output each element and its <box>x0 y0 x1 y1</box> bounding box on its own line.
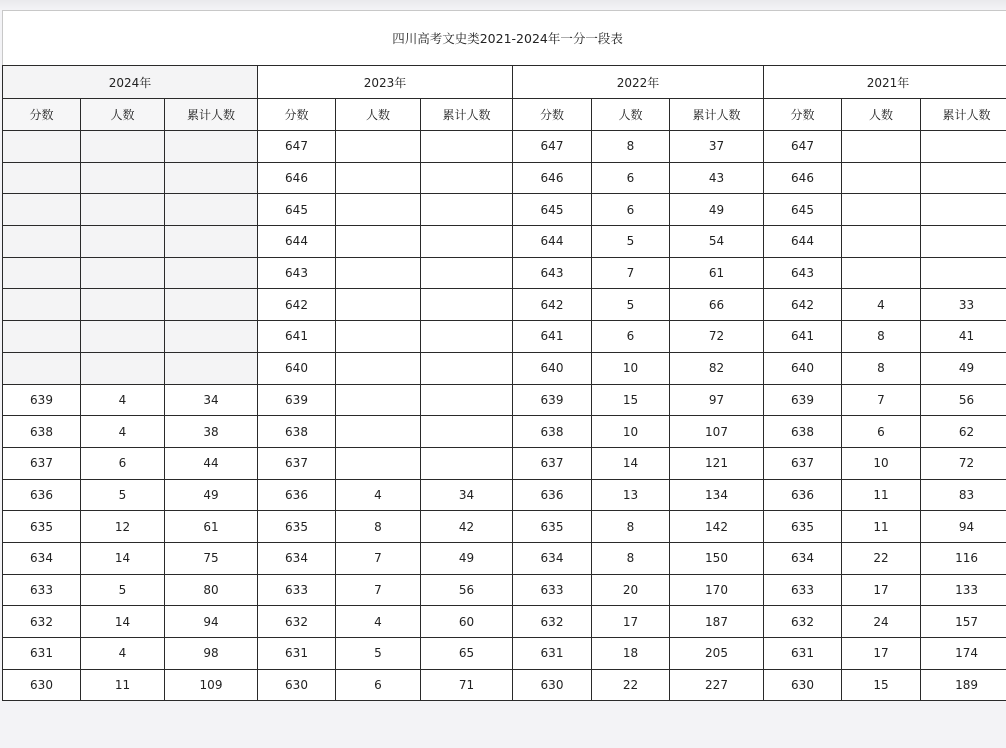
table-cell: 4 <box>842 289 921 321</box>
table-cell: 34 <box>421 479 513 511</box>
column-header: 人数 <box>336 99 421 131</box>
table-cell: 33 <box>921 289 1006 321</box>
table-cell: 633 <box>258 574 336 606</box>
table-cell <box>421 226 513 258</box>
table-cell: 633 <box>3 574 81 606</box>
table-cell <box>3 321 81 353</box>
table-cell <box>81 194 165 226</box>
table-cell: 134 <box>670 479 764 511</box>
table-cell: 638 <box>258 416 336 448</box>
table-cell: 71 <box>421 669 513 701</box>
table-cell: 632 <box>258 606 336 638</box>
table-cell <box>421 194 513 226</box>
table-cell <box>421 416 513 448</box>
table-cell: 142 <box>670 511 764 543</box>
table-cell: 636 <box>258 479 336 511</box>
table-cell: 11 <box>842 479 921 511</box>
table-cell <box>165 162 258 194</box>
table-cell: 22 <box>842 542 921 574</box>
column-header: 累计人数 <box>165 99 258 131</box>
table-cell: 5 <box>592 226 670 258</box>
table-cell: 10 <box>592 416 670 448</box>
score-table-sheet <box>2 10 1006 701</box>
table-row <box>3 162 1006 194</box>
table-cell <box>842 194 921 226</box>
table-cell: 97 <box>670 384 764 416</box>
table-cell: 174 <box>921 638 1006 670</box>
table-cell: 56 <box>921 384 1006 416</box>
table-cell: 640 <box>513 352 592 384</box>
table-cell: 56 <box>421 574 513 606</box>
table-cell: 37 <box>670 131 764 163</box>
table-cell: 6 <box>592 194 670 226</box>
table-cell: 133 <box>921 574 1006 606</box>
year-header: 2023年 <box>258 66 513 99</box>
table-cell <box>165 194 258 226</box>
table-cell: 75 <box>165 542 258 574</box>
table-row <box>3 226 1006 258</box>
table-cell <box>3 289 81 321</box>
table-cell <box>165 257 258 289</box>
table-cell: 637 <box>764 447 842 479</box>
table-cell <box>165 289 258 321</box>
table-cell <box>336 352 421 384</box>
table-cell: 642 <box>764 289 842 321</box>
table-cell <box>3 194 81 226</box>
table-cell <box>336 384 421 416</box>
table-cell: 632 <box>513 606 592 638</box>
table-cell: 60 <box>421 606 513 638</box>
table-cell <box>336 289 421 321</box>
table-cell: 635 <box>3 511 81 543</box>
table-cell: 189 <box>921 669 1006 701</box>
table-row <box>3 194 1006 226</box>
table-row <box>3 638 1006 670</box>
table-cell <box>421 131 513 163</box>
table-cell: 205 <box>670 638 764 670</box>
table-row <box>3 511 1006 543</box>
table-cell: 94 <box>165 606 258 638</box>
table-cell: 5 <box>81 574 165 606</box>
column-header: 分数 <box>3 99 81 131</box>
table-cell <box>81 131 165 163</box>
table-cell: 17 <box>592 606 670 638</box>
table-cell: 5 <box>592 289 670 321</box>
table-cell <box>165 131 258 163</box>
table-cell: 639 <box>258 384 336 416</box>
table-cell: 8 <box>592 542 670 574</box>
table-cell: 646 <box>764 162 842 194</box>
table-cell: 636 <box>3 479 81 511</box>
table-cell: 98 <box>165 638 258 670</box>
table-cell <box>81 257 165 289</box>
table-cell: 20 <box>592 574 670 606</box>
table-cell: 646 <box>258 162 336 194</box>
table-cell: 83 <box>921 479 1006 511</box>
table-cell: 632 <box>764 606 842 638</box>
table-cell <box>842 162 921 194</box>
table-cell: 635 <box>513 511 592 543</box>
table-cell: 643 <box>513 257 592 289</box>
table-cell: 49 <box>421 542 513 574</box>
table-cell: 635 <box>258 511 336 543</box>
table-cell: 631 <box>764 638 842 670</box>
table-row <box>3 289 1006 321</box>
table-cell <box>921 162 1006 194</box>
table-cell: 645 <box>513 194 592 226</box>
table-cell: 116 <box>921 542 1006 574</box>
table-cell: 636 <box>513 479 592 511</box>
table-cell: 187 <box>670 606 764 638</box>
table-cell: 645 <box>258 194 336 226</box>
table-row <box>3 352 1006 384</box>
table-cell: 640 <box>258 352 336 384</box>
table-cell: 647 <box>513 131 592 163</box>
table-cell <box>81 352 165 384</box>
table-cell <box>421 257 513 289</box>
table-cell: 638 <box>513 416 592 448</box>
table-cell <box>336 416 421 448</box>
table-cell: 630 <box>513 669 592 701</box>
column-header: 累计人数 <box>670 99 764 131</box>
table-cell: 7 <box>336 542 421 574</box>
year-header: 2024年 <box>3 66 258 99</box>
table-cell: 637 <box>513 447 592 479</box>
table-cell: 8 <box>336 511 421 543</box>
table-cell: 13 <box>592 479 670 511</box>
table-row <box>3 606 1006 638</box>
table-cell <box>165 352 258 384</box>
column-header: 分数 <box>513 99 592 131</box>
table-cell <box>336 194 421 226</box>
table-cell <box>81 226 165 258</box>
table-cell: 646 <box>513 162 592 194</box>
table-cell: 645 <box>764 194 842 226</box>
table-cell <box>421 162 513 194</box>
table-cell: 8 <box>842 321 921 353</box>
table-cell: 49 <box>670 194 764 226</box>
column-header: 分数 <box>258 99 336 131</box>
table-cell: 4 <box>336 606 421 638</box>
table-cell: 631 <box>513 638 592 670</box>
table-cell: 14 <box>592 447 670 479</box>
table-cell: 107 <box>670 416 764 448</box>
table-cell <box>81 289 165 321</box>
table-cell: 4 <box>81 416 165 448</box>
table-cell: 640 <box>764 352 842 384</box>
table-cell: 644 <box>764 226 842 258</box>
table-cell: 4 <box>81 638 165 670</box>
table-cell <box>3 162 81 194</box>
table-cell: 44 <box>165 447 258 479</box>
table-cell: 157 <box>921 606 1006 638</box>
table-cell: 18 <box>592 638 670 670</box>
table-row <box>3 479 1006 511</box>
table-cell: 638 <box>764 416 842 448</box>
table-cell <box>165 321 258 353</box>
table-cell: 24 <box>842 606 921 638</box>
table-cell <box>3 226 81 258</box>
table-cell: 80 <box>165 574 258 606</box>
table-cell: 634 <box>764 542 842 574</box>
table-cell: 227 <box>670 669 764 701</box>
table-cell: 634 <box>513 542 592 574</box>
table-cell: 641 <box>764 321 842 353</box>
table-cell: 49 <box>165 479 258 511</box>
table-cell <box>81 321 165 353</box>
table-cell: 17 <box>842 638 921 670</box>
table-cell <box>3 131 81 163</box>
table-cell <box>336 226 421 258</box>
table-cell: 630 <box>764 669 842 701</box>
table-cell: 17 <box>842 574 921 606</box>
table-cell: 41 <box>921 321 1006 353</box>
table-cell: 642 <box>513 289 592 321</box>
table-cell: 641 <box>258 321 336 353</box>
table-cell: 6 <box>592 162 670 194</box>
table-cell: 42 <box>421 511 513 543</box>
column-header: 人数 <box>842 99 921 131</box>
table-cell: 641 <box>513 321 592 353</box>
table-cell: 647 <box>258 131 336 163</box>
table-cell: 631 <box>3 638 81 670</box>
table-cell: 4 <box>336 479 421 511</box>
table-cell: 7 <box>336 574 421 606</box>
table-cell: 638 <box>3 416 81 448</box>
table-cell: 634 <box>3 542 81 574</box>
table-row <box>3 321 1006 353</box>
table-cell <box>842 131 921 163</box>
column-header: 累计人数 <box>421 99 513 131</box>
table-row <box>3 257 1006 289</box>
table-cell: 72 <box>670 321 764 353</box>
table-cell: 636 <box>764 479 842 511</box>
table-cell: 644 <box>513 226 592 258</box>
table-cell <box>81 162 165 194</box>
table-cell: 7 <box>592 257 670 289</box>
table-cell: 637 <box>258 447 336 479</box>
table-cell: 61 <box>670 257 764 289</box>
table-cell: 49 <box>921 352 1006 384</box>
table-cell <box>336 321 421 353</box>
table-cell <box>421 447 513 479</box>
table-cell <box>921 226 1006 258</box>
table-cell: 109 <box>165 669 258 701</box>
table-cell: 632 <box>3 606 81 638</box>
table-cell: 66 <box>670 289 764 321</box>
column-header: 分数 <box>764 99 842 131</box>
table-cell: 4 <box>81 384 165 416</box>
table-row <box>3 131 1006 163</box>
table-cell: 14 <box>81 606 165 638</box>
column-header: 人数 <box>81 99 165 131</box>
table-cell <box>421 352 513 384</box>
table-cell: 631 <box>258 638 336 670</box>
table-cell: 82 <box>670 352 764 384</box>
table-row <box>3 542 1006 574</box>
table-cell: 11 <box>81 669 165 701</box>
table-title: 四川高考文史类2021-2024年一分一段表 <box>3 11 1006 66</box>
year-header: 2021年 <box>764 66 1006 99</box>
table-cell: 15 <box>592 384 670 416</box>
table-row <box>3 574 1006 606</box>
column-header: 人数 <box>592 99 670 131</box>
table-cell: 7 <box>842 384 921 416</box>
table-cell: 62 <box>921 416 1006 448</box>
table-cell: 170 <box>670 574 764 606</box>
table-cell: 642 <box>258 289 336 321</box>
table-cell: 12 <box>81 511 165 543</box>
table-cell <box>842 226 921 258</box>
table-cell: 121 <box>670 447 764 479</box>
table-cell: 8 <box>592 131 670 163</box>
table-cell: 94 <box>921 511 1006 543</box>
table-cell: 15 <box>842 669 921 701</box>
table-cell <box>3 257 81 289</box>
table-cell <box>921 194 1006 226</box>
table-cell: 5 <box>336 638 421 670</box>
table-cell: 637 <box>3 447 81 479</box>
table-cell: 8 <box>842 352 921 384</box>
table-row <box>3 416 1006 448</box>
table-cell <box>165 226 258 258</box>
table-cell: 6 <box>81 447 165 479</box>
table-cell: 630 <box>258 669 336 701</box>
table-cell: 38 <box>165 416 258 448</box>
table-cell: 644 <box>258 226 336 258</box>
table-cell: 34 <box>165 384 258 416</box>
table-cell: 5 <box>81 479 165 511</box>
table-cell: 6 <box>842 416 921 448</box>
table-cell: 10 <box>842 447 921 479</box>
table-cell: 22 <box>592 669 670 701</box>
table-cell: 11 <box>842 511 921 543</box>
table-cell: 639 <box>3 384 81 416</box>
table-cell: 43 <box>670 162 764 194</box>
table-cell <box>3 352 81 384</box>
window-top-bar <box>0 0 1006 10</box>
table-cell: 643 <box>258 257 336 289</box>
table-cell: 65 <box>421 638 513 670</box>
table-cell: 72 <box>921 447 1006 479</box>
table-cell <box>842 257 921 289</box>
table-cell <box>921 257 1006 289</box>
table-cell <box>336 447 421 479</box>
table-cell: 6 <box>592 321 670 353</box>
table-cell: 150 <box>670 542 764 574</box>
table-cell: 8 <box>592 511 670 543</box>
table-row <box>3 384 1006 416</box>
table-cell: 61 <box>165 511 258 543</box>
table-cell: 639 <box>764 384 842 416</box>
table-cell: 634 <box>258 542 336 574</box>
table-cell: 10 <box>592 352 670 384</box>
table-cell: 6 <box>336 669 421 701</box>
table-cell <box>421 321 513 353</box>
table-cell: 639 <box>513 384 592 416</box>
table-cell: 633 <box>764 574 842 606</box>
table-cell <box>336 162 421 194</box>
year-header: 2022年 <box>513 66 764 99</box>
table-cell: 635 <box>764 511 842 543</box>
column-header: 累计人数 <box>921 99 1006 131</box>
table-cell <box>421 289 513 321</box>
table-cell <box>421 384 513 416</box>
table-cell <box>336 257 421 289</box>
table-cell: 14 <box>81 542 165 574</box>
table-cell: 633 <box>513 574 592 606</box>
score-distribution-table <box>2 10 1006 701</box>
table-row <box>3 447 1006 479</box>
table-cell: 647 <box>764 131 842 163</box>
table-cell: 643 <box>764 257 842 289</box>
table-cell: 630 <box>3 669 81 701</box>
table-cell <box>336 131 421 163</box>
table-cell: 54 <box>670 226 764 258</box>
table-cell <box>921 131 1006 163</box>
table-row <box>3 669 1006 701</box>
